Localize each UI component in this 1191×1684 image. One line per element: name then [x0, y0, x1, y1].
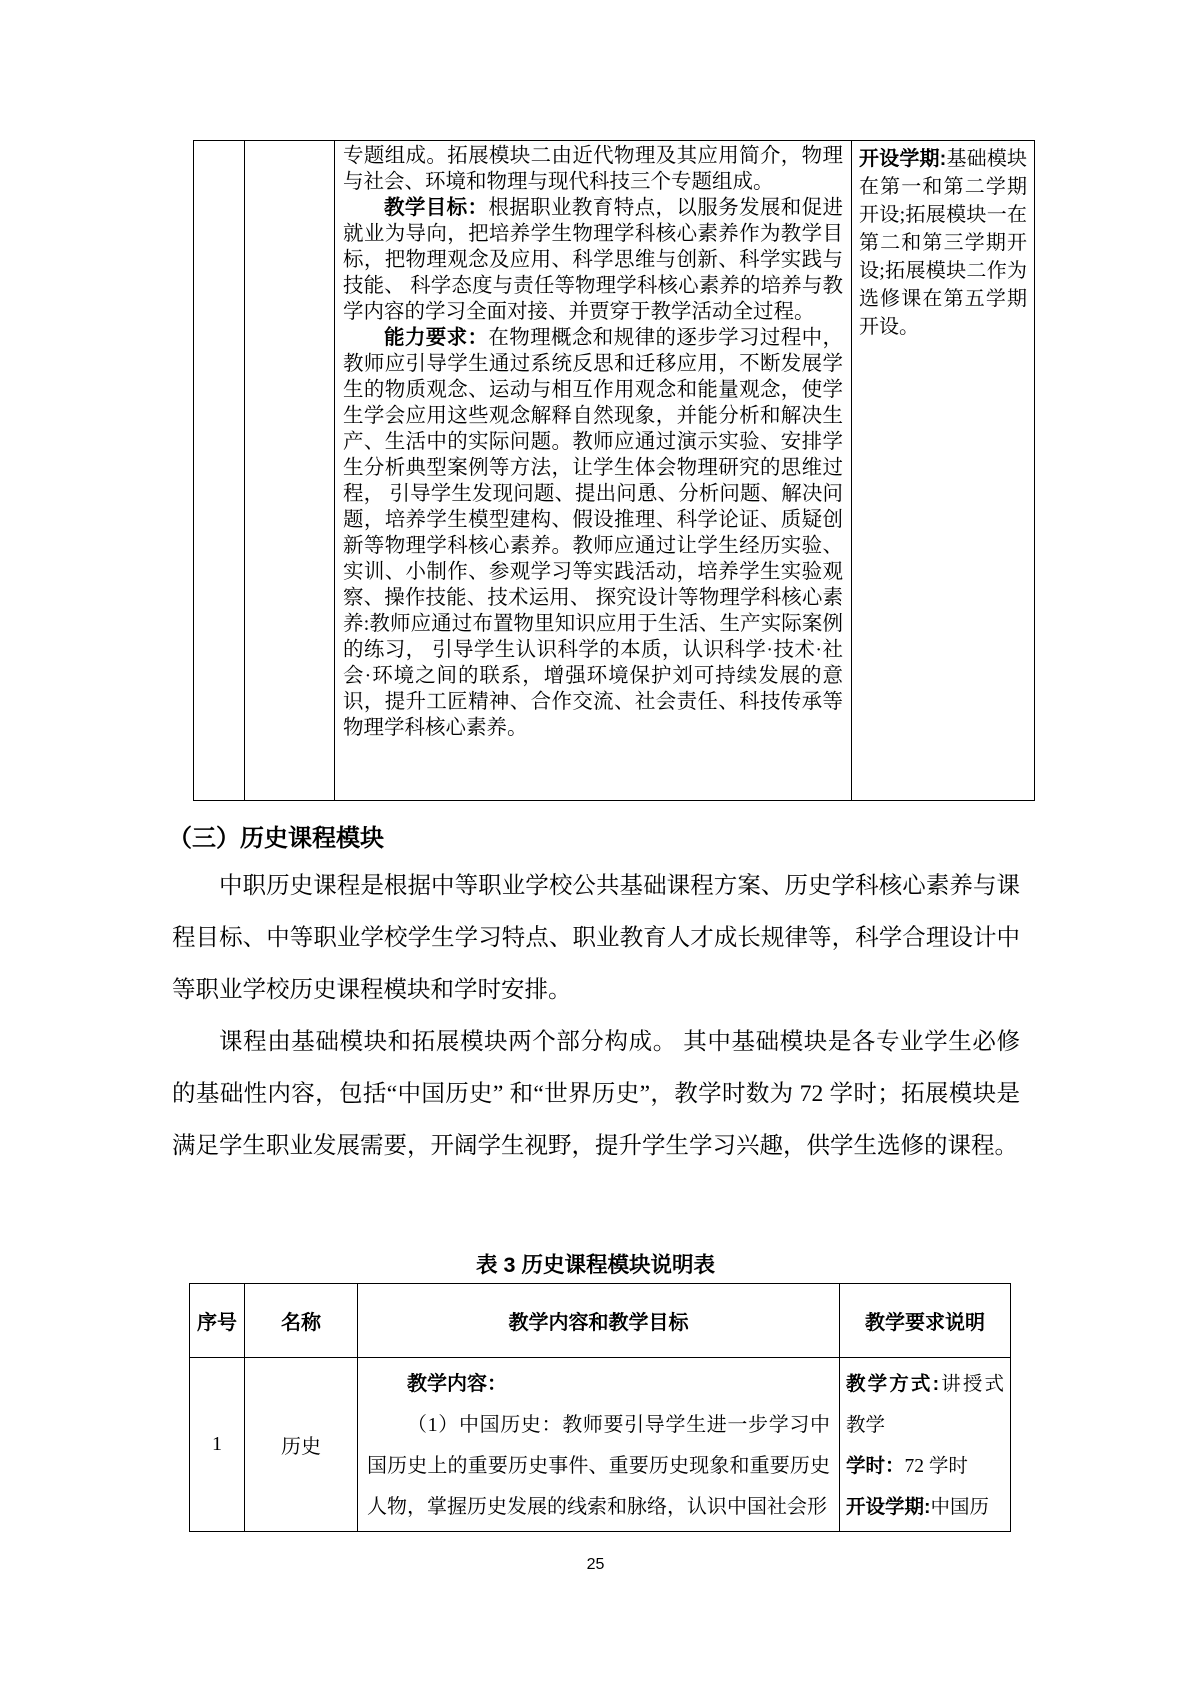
teaching-goal-paragraph: [343, 195, 843, 325]
requirement-semester-text: 中国历: [930, 1497, 990, 1518]
semester-text: 基础模块在第一和第二学期开设;拓展模块一在第二和第三学期开设;拓展模块二作为选修课在第五学期开设。: [859, 148, 1027, 338]
history-table-row: [190, 1358, 1011, 1532]
semester-paragraph: [859, 145, 1027, 341]
history-content-cell: [358, 1358, 840, 1532]
course-name-cell-empty: [245, 141, 335, 801]
physics-module-table: [193, 140, 1035, 801]
body-paragraph-1: 中职历史课程是根据中等职业学校公共基础课程方案、历史学科核心素养与课程目标、中等职业学校学生学习特点、职业教育人才成长规律等，科学合理设计中等职业学校历史课程模块和学时安排。: [172, 873, 1020, 1003]
header-teaching-requirement: 教学要求说明: [840, 1284, 1011, 1358]
serial-number-cell-empty: [194, 141, 245, 801]
history-module-table: [189, 1283, 1011, 1532]
ability-requirement-label: 能力要求：: [384, 326, 489, 349]
table3-caption: 表 3 历史课程模块说明表: [476, 1253, 715, 1277]
requirement-method-text: 讲授式教学: [846, 1374, 1004, 1436]
header-course-name: 名称: [245, 1284, 358, 1358]
requirement-hours-text: 72 学时: [904, 1456, 968, 1477]
requirement-semester-label: 开设学期:: [846, 1496, 931, 1518]
teaching-goal-text: 根据职业教育特点，以服务发展和促进就业为导向，把培养学生物理学科核心素养作为教学目标，把物理观念及应用、科学思维与创新、科学实践与技能、 科学态度与责任等物理学科核心素养的培养与教学内容的学习全面对接、并贾穿于教学活动全过程。: [343, 197, 844, 323]
teaching-goal-label: 教学目标：: [384, 196, 489, 219]
ability-requirement-text: 在物理概念和规律的逐步学习过程中，教师应引导学生通过系统反思和迁移应用，不断发展学生的物质观念、运动与相互作用观念和能量观念，使学生学会应用这些观念解释自然现象，并能分析和解决生产、生活中的实际问题。教师应通过演示实验、安排学生分析典型案例等方法，让学生体会物理研究的思维过程， 引导学生发现问题、提出问恿、分析问题、解决问题，培养学生模型建构、假设推理、科学论证、质疑创新等物理学科核心素养。教师应通过让学生经历实验、 实训、小制作、参观学习等实践活动，培养学生实验观察、操作技能、技术运用、 探究设计等物理学科核心素养:教师应通过布置物里知识应用于生活、生产实际案例的练习， 引导学生认识科学的本质，认识科学·技术·社会·环境之间的联系，增强环境保护刘可持续发展的意识，提升工匠精神、合作交流、社会责任、科技传承等物理学科核心素养。: [343, 327, 844, 739]
body-paragraph-2: 课程由基础模块和拓展模块两个部分构成。 其中基础模块是各专业学生必修的基础性内容，包括“中国历史” 和“世界历史”，教学时数为 72 学时；拓展模块是满足学生职业发展需要，开阔学生视野，提升学生学习兴趣，供学生选修的课程。: [172, 1029, 1020, 1159]
teaching-content-cell: [335, 141, 852, 801]
history-content-text: （1）中国历史：教师要引导学生进一步学习中国历史上的重要历史事件、重要历史现象和重要历史人物，掌握历史发展的线索和脉络，认识中国社会形: [367, 1414, 830, 1518]
physics-table-row: [194, 141, 1035, 801]
section-body: [172, 860, 1020, 1172]
continuation-paragraph: 专题组成。拓展模块二由近代物理及其应用简介，物理与社会、环境和物理与现代科技三个专题组成。: [343, 145, 843, 193]
requirement-hours: [846, 1446, 1004, 1487]
section-heading: （三）历史课程模块: [168, 825, 384, 852]
ability-requirement-paragraph: [343, 325, 843, 741]
page-number: 25: [586, 1556, 605, 1573]
requirement-method-label: 教学方式:: [846, 1373, 940, 1395]
history-table-header-row: [190, 1284, 1011, 1358]
semester-label: 开设学期:: [859, 148, 947, 170]
history-serial-cell: 1: [190, 1358, 245, 1532]
requirement-method: [846, 1364, 1004, 1446]
history-requirement-cell: [840, 1358, 1011, 1532]
requirement-semester: [846, 1487, 1004, 1528]
requirement-hours-label: 学时：: [846, 1455, 905, 1477]
history-name-cell: 历史: [245, 1358, 358, 1532]
history-content-heading: 教学内容：: [407, 1373, 507, 1395]
header-serial-number: 序号: [190, 1284, 245, 1358]
header-teaching-content: 教学内容和教学目标: [358, 1284, 840, 1358]
semester-cell: [852, 141, 1035, 801]
